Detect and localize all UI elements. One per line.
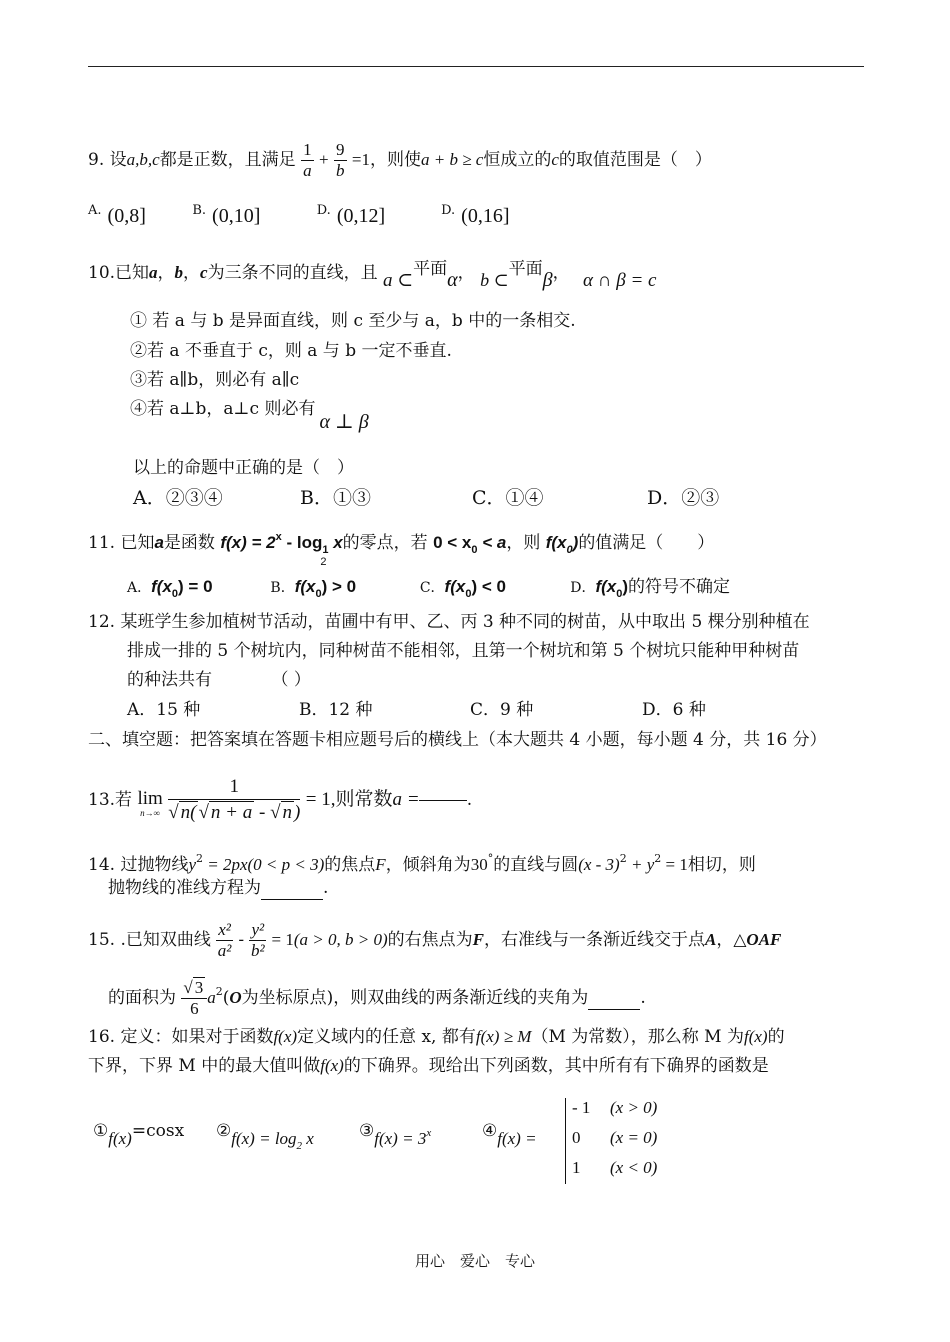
q12-stem-line-1: 12. 某班学生参加植树节活动，苗圃中有甲、乙、丙 3 种不同的树苗，从中取出 5 棵分别种植在	[88, 612, 810, 632]
q10-stem: 10.已知a，b，c为三条不同的直线，且 a ⊂平面α， b ⊂平面β， α ∩ β = c	[88, 259, 657, 291]
q16-function-1: ①f(x)=cosx	[93, 1121, 185, 1148]
header-rule	[88, 66, 864, 67]
q9-option-c[interactable]: $^{D.}$ (0,12]	[316, 203, 386, 227]
q13-answer-blank[interactable]	[419, 800, 467, 801]
q13-stem: 13.若 lim n→∞ $\frac{1}{√ n( √ n + a - √ n )}$ = 1,则常数a = .	[88, 775, 472, 826]
q9-option-a[interactable]: $^{A.}$ (0,8]	[88, 203, 146, 227]
q12-option-d[interactable]: D．6 种	[642, 700, 706, 720]
q11-option-c[interactable]: C．$f(x_0) < 0$	[419, 577, 506, 600]
q15-answer-blank[interactable]	[588, 987, 640, 1010]
q12-option-a[interactable]: A．15 种	[127, 700, 201, 720]
q11-options	[127, 576, 730, 605]
q10-option-d[interactable]: D．②③	[647, 487, 720, 509]
page-footer: 用心 爱心 专心	[414, 1252, 535, 1270]
q13-fraction: $\frac{1}{√ n( √ n + a - √ n )}$	[168, 776, 301, 823]
fraction-9-over-b: $\frac{9}{b}$	[336, 140, 345, 180]
q10-prompt: 以上的命题中正确的是（ ）	[133, 458, 354, 478]
q15-stem-line-1: 15. .已知双曲线 $\frac{\text{x²}}{\text{a²}}$ - $\frac{\text{y²}}{\text{b²}}$ = 1(a > 0, b > 0)的右焦点为F，右准线与一条渐近线交于点A，△OAF	[88, 920, 782, 960]
q10-statement-3: ③若 a∥b，则必有 a∥c	[130, 370, 300, 390]
q16-stem-line-1: 16. 定义：如果对于函数f(x)定义域内的任意 x, 都有f(x) ≥ M（M 为常数），那么称 M 为f(x)的	[88, 1027, 785, 1047]
q10-statement-4: ④若 a⊥b，a⊥c 则必有α ⊥ β	[130, 399, 369, 433]
q12-stem-line-2: 排成一排的 5 个树坑内，同种树苗不能相邻，且第一个树坑和第 5 个树坑只能种甲种树苗	[127, 641, 800, 661]
q10-options	[133, 487, 719, 509]
q12-option-c[interactable]: C．9 种	[470, 700, 534, 720]
q9-options	[88, 200, 510, 227]
q9-option-d[interactable]: $^{D.}$ (0,16]	[441, 203, 510, 227]
section-2-heading: 二、填空题：把答案填在答题卡相应题号后的横线上（本大题共 4 小题，每小题 4 分，共 16 分）	[88, 730, 827, 750]
q16-function-4: ④f(x) =	[482, 1121, 537, 1148]
q11-option-b[interactable]: B．$f(x_0) > 0$	[270, 577, 357, 600]
q11-option-a[interactable]: A．$f(x_0) = 0$	[127, 577, 213, 600]
q16-case-1: - 1 (x > 0)	[572, 1098, 658, 1117]
q16-case-3: 1 (x < 0)	[572, 1158, 658, 1177]
q14-stem-line-1: 14. 过抛物线$y^2 = 2px(0 < p < 3)$的焦点F，倾斜角为30°的直线与圆$(x - 3)^2 + y^2 = 1$相切，则	[88, 852, 756, 875]
q9-stem: 9. 设a,b,c都是正数，且满足 $\frac{1}{a}$ + $\frac{9}{b}$ =1，则使a + b ≥ c恒成立的c的取值范围是（ ）	[88, 140, 712, 180]
q12-option-b[interactable]: B．12 种	[299, 700, 373, 720]
lim-operator: lim n→∞	[137, 787, 163, 818]
q12-stem-line-3: 的种法共有 （ ）	[127, 670, 311, 690]
q16-function-2: ②f(x) = $\log_2 x$	[216, 1121, 314, 1152]
q10-statement-1: ① 若 a 与 b 是异面直线，则 c 至少与 a，b 中的一条相交.	[130, 311, 576, 331]
q14-answer-blank[interactable]	[261, 877, 323, 900]
q10-statement-2: ②若 a 不垂直于 c，则 a 与 b 一定不垂直.	[130, 341, 452, 361]
q9-option-b[interactable]: $^{B.}$ (0,10]	[192, 203, 261, 227]
q15-stem-line-2: 的面积为 $\frac{√ 3}{6}$ $a^2(O$为坐标原点)，则双曲线的两条渐近线的夹角为 .	[108, 978, 646, 1018]
q11-option-d[interactable]: D．$f(x_0)$的符号不确定	[570, 577, 731, 600]
q10-option-a[interactable]: A．②③④	[133, 487, 223, 509]
q16-function-3: ③f(x) = $3^x$	[359, 1121, 432, 1148]
q16-stem-line-2: 下界，下界 M 中的最大值叫做f(x)的下确界。现给出下列函数，其中所有有下确界的函数是	[88, 1056, 769, 1076]
q14-stem-line-2: 抛物线的准线方程为 .	[108, 878, 329, 898]
q12-options	[127, 699, 706, 721]
q11-stem: 11. 已知a是函数 $f(x) = 2^x - \log_1$ 2 x的零点，若 $0 < x_0 < a$，则 $f(x_0)$的值满足（ ）	[88, 531, 715, 568]
q10-option-b[interactable]: B．①③	[300, 487, 371, 509]
q16-case-2: 0 (x = 0)	[572, 1128, 658, 1147]
fraction-1-over-a: $\frac{1}{a}$	[303, 140, 312, 180]
q10-option-c[interactable]: C．①④	[472, 487, 544, 509]
